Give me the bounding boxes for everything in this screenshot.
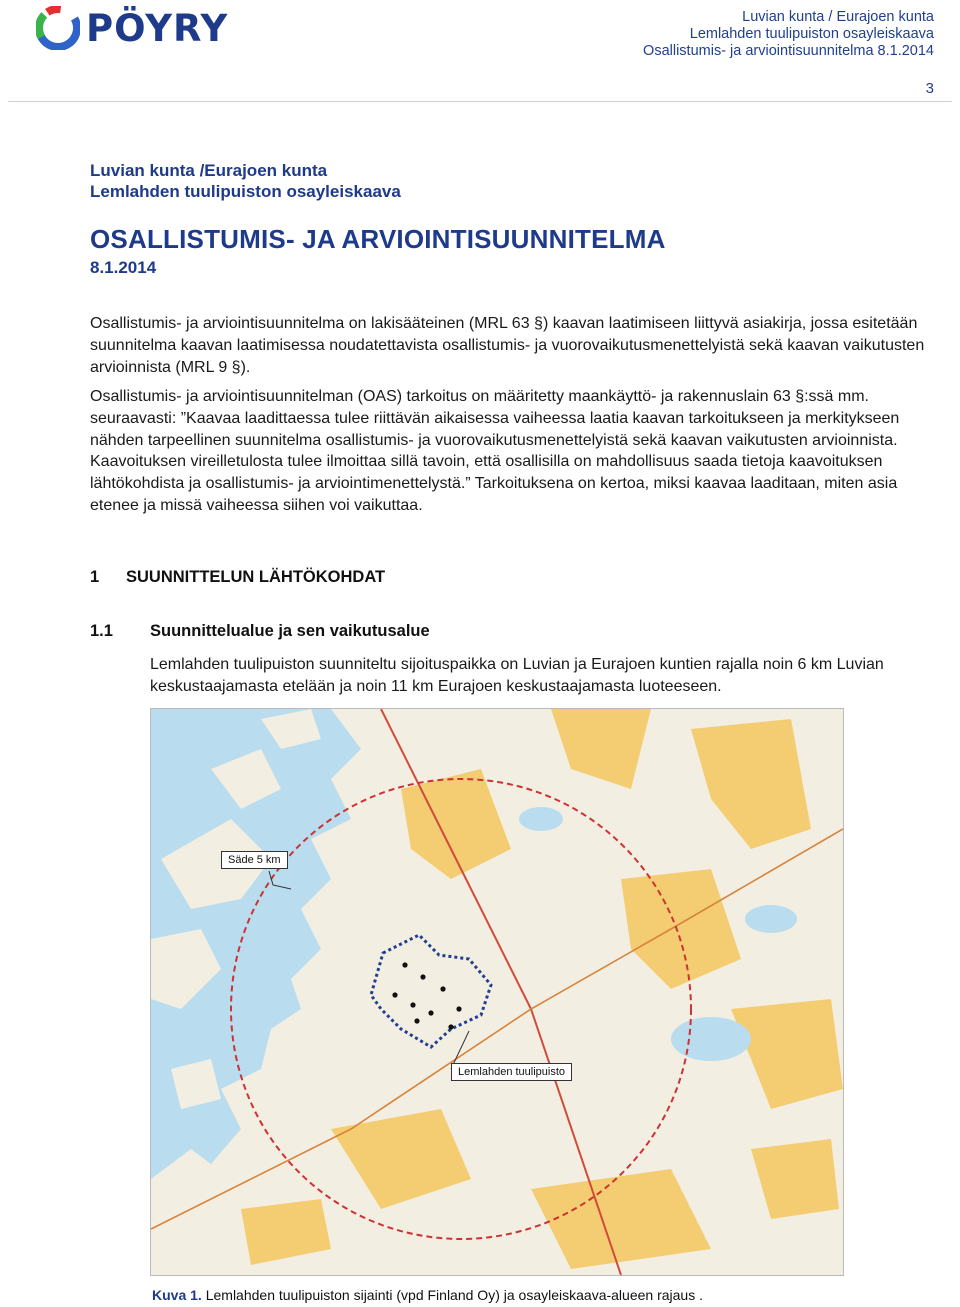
turbine-marker	[410, 1002, 415, 1007]
caption-label: Kuva 1.	[152, 1287, 202, 1303]
radius-label: Säde 5 km	[221, 851, 288, 869]
purpose-paragraph: Osallistumis- ja arviointisuunnitelman (OAS) tarkoitus on määritetty maankäyttö- ja rakennuslain 63 §:ssä mm. seuraavasti: ”Kaavaa laadittaessa tulee riittävän aikaisessa vaiheessa laatia kaavan tarkoitukseen ja merkitykseen nähden tarpeellinen suunnitelma osallistumis- ja vuorovaikutusmenettelyistä sekä kaavan vaikutusten arvioinnista. Kaavoituksen vireilletulosta tulee ilmoittaa sillä tavoin, että osallisilla on mahdollisuus saada tietoja kaavoituksen lähtökohdista ja osallistumis- ja arviointimenettelystä.” Tarkoituksena on kertoa, miksi kaavaa laaditaan, miten asia etenee ja missä vaiheessa siihen voi vaikuttaa.	[90, 388, 900, 514]
intro-paragraph: Osallistumis- ja arviointisuunnitelma on lakisääteinen (MRL 63 §) kaavan laatimiseen liittyvä asiakirja, jossa esitetään suunnitelma kaavan laatimisessa noudatettavista osallistumis- ja vuorovaikutusmenettelyistä sekä kaavan vaikutusten arvioinnista (MRL 9 §).	[90, 315, 925, 376]
section-heading-1-1	[90, 622, 430, 641]
poyry-logo-icon	[36, 6, 80, 50]
poyry-logo	[36, 6, 228, 50]
subsection-title: Suunnittelualue ja sen vaikutusalue	[150, 622, 430, 640]
org-line-1: Luvian kunta /Eurajoen kunta	[90, 161, 328, 180]
turbine-marker	[392, 992, 397, 997]
turbine-marker	[414, 1018, 419, 1023]
location-map	[150, 708, 844, 1276]
turbine-marker	[440, 986, 445, 991]
logo-wordmark: PÖYRY	[86, 6, 229, 50]
section-heading-1	[90, 568, 385, 587]
page-number: 3	[925, 80, 934, 97]
running-header	[643, 9, 934, 60]
lake-2	[519, 807, 563, 831]
figure-caption	[152, 1287, 703, 1303]
section-number: 1	[90, 568, 100, 586]
location-paragraph: Lemlahden tuulipuiston suunniteltu sijoituspaikka on Luvian ja Eurajoen kuntien rajalla noin 6 km Luvian keskustaajamasta etelään ja noin 11 km Eurajoen keskustaajamasta luoteeseen.	[150, 656, 884, 695]
header-divider	[8, 101, 952, 102]
turbine-marker	[420, 974, 425, 979]
turbine-marker	[428, 1010, 433, 1015]
document-date: 8.1.2014	[90, 258, 157, 277]
turbine-marker	[448, 1024, 453, 1029]
lake-3	[745, 905, 797, 933]
header-municipality: Luvian kunta / Eurajoen kunta	[742, 9, 934, 25]
header-document: Osallistumis- ja arviointisuunnitelma 8.1.2014	[643, 43, 934, 59]
caption-text: Lemlahden tuulipuiston sijainti (vpd Finland Oy) ja osayleiskaava-alueen rajaus .	[205, 1287, 703, 1303]
wind-park-label: Lemlahden tuulipuisto	[451, 1063, 572, 1081]
section-title: SUUNNITTELUN LÄHTÖKOHDAT	[126, 568, 386, 586]
header-project: Lemlahden tuulipuiston osayleiskaava	[689, 26, 934, 42]
document-organization	[90, 160, 401, 202]
turbine-marker	[456, 1006, 461, 1011]
subsection-number: 1.1	[90, 622, 113, 640]
turbine-marker	[402, 962, 407, 967]
map-graphic	[151, 709, 843, 1275]
document-title: OSALLISTUMIS- JA ARVIOINTISUUNNITELMA	[90, 224, 666, 254]
org-line-2: Lemlahden tuulipuiston osayleiskaava	[90, 182, 401, 201]
lake-1	[671, 1017, 751, 1061]
